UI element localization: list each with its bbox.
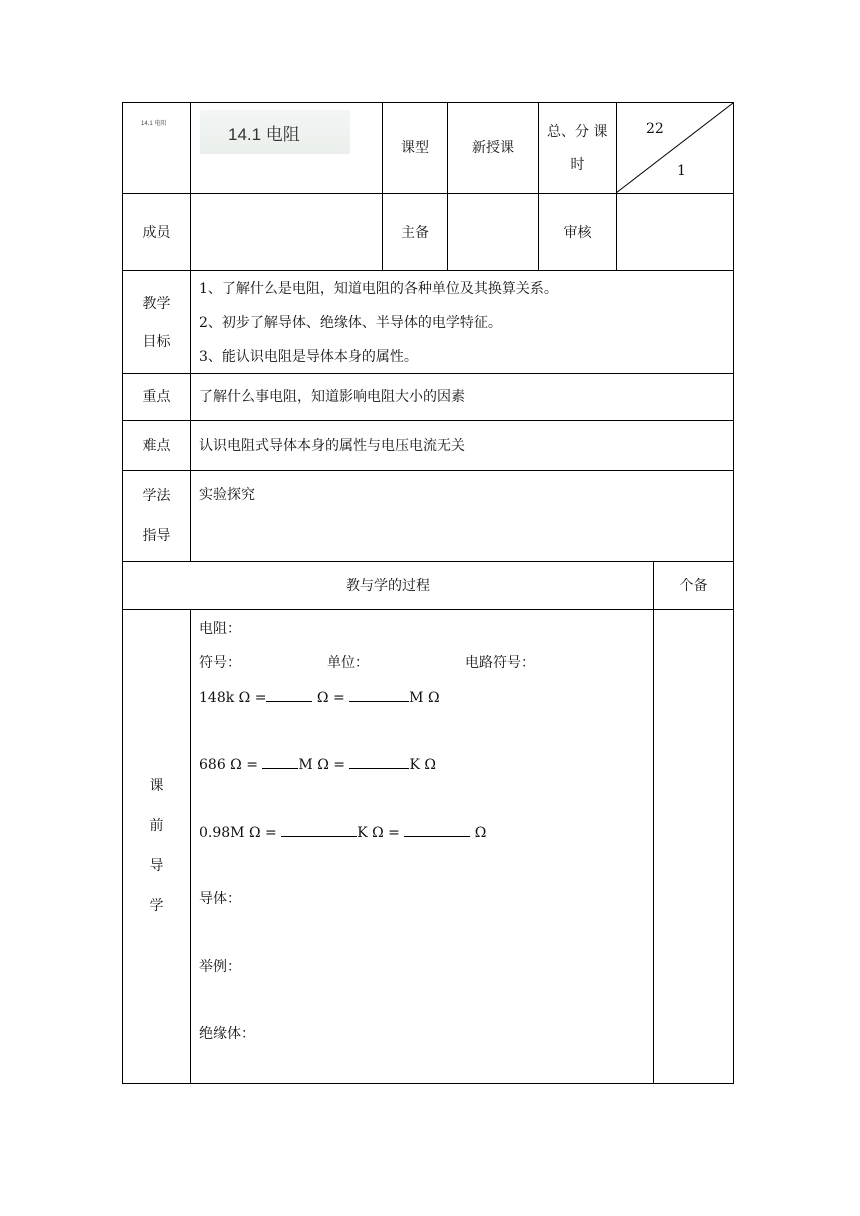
key-point-label: 重点 [142, 389, 171, 405]
objective-item: 2、初步了解导体、绝缘体、半导体的电学特征。 [199, 315, 502, 331]
table-line [122, 470, 734, 471]
objectives-label-line2: 目标 [142, 334, 171, 350]
table-line [382, 102, 383, 270]
table-line [122, 373, 734, 374]
unit-prompt: 单位： [327, 655, 369, 671]
conversion-line-2 [199, 754, 436, 774]
table-line [122, 270, 734, 271]
sub-hours: 1 [677, 163, 686, 179]
table-line [122, 609, 734, 610]
conversion-text: 686 Ω = [199, 757, 263, 773]
answer-blank[interactable] [281, 822, 357, 837]
hours-label-line2: 时 [570, 157, 585, 173]
conversion-text: M Ω [409, 690, 440, 706]
process-title: 教与学的过程 [346, 578, 430, 594]
lesson-title: 14.1 电阻 [228, 125, 300, 144]
objectives-label-line1: 教学 [142, 296, 171, 312]
conductor-prompt: 导体： [199, 891, 241, 907]
difficulty-label: 难点 [142, 438, 171, 454]
hours-label-line1: 总、分 课 [547, 124, 608, 140]
key-point-text: 了解什么事电阻，知道影响电阻大小的因素 [199, 389, 465, 405]
table-line [653, 561, 654, 1084]
objective-item: 3、能认识电阻是导体本身的属性。 [199, 349, 418, 365]
difficulty-text: 认识电阻式导体本身的属性与电压电流无关 [199, 438, 465, 454]
total-hours: 22 [646, 121, 664, 137]
conversion-text: 0.98M Ω = [199, 825, 282, 841]
table-border-right [733, 102, 734, 1084]
circuit-symbol-prompt: 电路符号： [465, 655, 535, 671]
table-line [447, 102, 448, 270]
answer-blank[interactable] [349, 687, 409, 702]
conversion-text: 148k Ω = [199, 690, 267, 706]
personal-prep-label: 个备 [679, 578, 708, 594]
conversion-line-1 [199, 687, 440, 707]
tiny-title-label: 14.1 电阻 [141, 121, 167, 127]
conversion-text: K Ω [409, 757, 436, 773]
preview-label-char: 课 [149, 778, 164, 794]
table-line [122, 561, 734, 562]
method-label-line2: 指导 [142, 528, 171, 544]
conversion-text: M Ω = [298, 757, 350, 773]
diagonal-divider [616, 102, 734, 194]
conversion-text: Ω [470, 825, 487, 841]
table-border-bottom [122, 1083, 734, 1084]
method-text: 实验探究 [199, 487, 255, 503]
answer-blank[interactable] [266, 687, 312, 702]
review-label: 审核 [563, 225, 592, 241]
members-label: 成员 [142, 225, 171, 241]
preview-label-char: 学 [149, 898, 164, 914]
table-line [538, 102, 539, 270]
answer-blank[interactable] [404, 822, 470, 837]
table-line [190, 102, 191, 561]
conversion-line-3 [199, 822, 486, 842]
lead-label: 主备 [401, 225, 429, 241]
conversion-text: Ω = [312, 690, 350, 706]
example-prompt: 举例： [199, 959, 241, 975]
answer-blank[interactable] [262, 754, 298, 769]
table-line [190, 609, 191, 1084]
symbol-prompt: 符号： [199, 655, 241, 671]
resistance-prompt: 电阻： [199, 621, 241, 637]
answer-blank[interactable] [349, 754, 409, 769]
conversion-text: K Ω = [357, 825, 405, 841]
table-line [122, 420, 734, 421]
lesson-type-label: 课型 [401, 140, 429, 156]
insulator-prompt: 绝缘体： [199, 1026, 255, 1042]
preview-label-char: 导 [149, 858, 164, 874]
objective-item: 1、了解什么是电阻，知道电阻的各种单位及其换算关系。 [199, 281, 558, 297]
preview-label-char: 前 [149, 818, 164, 834]
lesson-type-value: 新授课 [472, 140, 514, 156]
method-label-line1: 学法 [142, 488, 171, 504]
